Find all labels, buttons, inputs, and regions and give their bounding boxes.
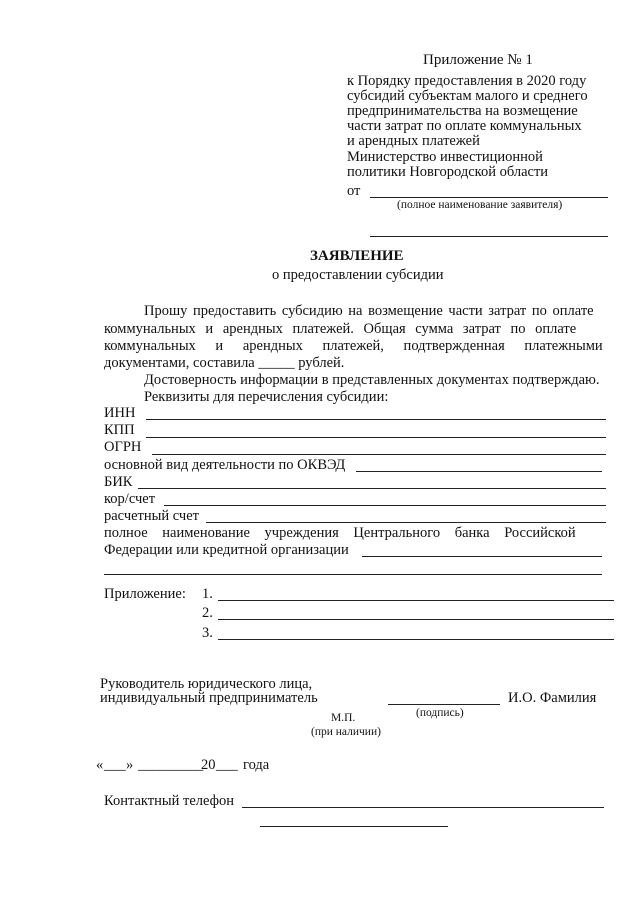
bank-name-field-2[interactable] [104, 574, 602, 575]
date-close-quote: » [126, 757, 134, 773]
bank-name-label-line-1: полное наименование учреждения Центрального банка Российской [104, 525, 576, 541]
paragraph-1-line-4: документами, составила _____ рублей. [104, 355, 345, 371]
appendix-line-4: части затрат по оплате коммунальных [347, 118, 582, 134]
date-suffix: года [243, 757, 270, 773]
appendix-line-3: предпринимательства на возмещение [347, 103, 578, 119]
okved-label: основной вид деятельности по ОКВЭД [104, 457, 346, 473]
contact-phone-label: Контактный телефон [104, 793, 235, 809]
paragraph-3: Реквизиты для перечисления субсидии: [144, 389, 389, 405]
bank-name-label-line-2: Федерации или кредитной организации [104, 542, 349, 558]
signature-caption: (подпись) [416, 707, 464, 719]
corr-account-field[interactable] [164, 505, 606, 506]
signer-role-line-2: индивидуальный предприниматель [100, 690, 318, 706]
ogrn-label: ОГРН [104, 439, 142, 455]
corr-account-label: кор/счет [104, 491, 156, 507]
appendix-line-2: субсидий субъектам малого и среднего [347, 88, 588, 104]
document-subtitle: о предоставлении субсидии [272, 267, 444, 283]
ogrn-field[interactable] [152, 454, 606, 455]
bik-field[interactable] [138, 488, 606, 489]
applicant-name-line[interactable] [370, 197, 608, 198]
appendix-line-1: к Порядку предоставления в 2020 году [347, 73, 587, 89]
inn-field[interactable] [146, 419, 606, 420]
date-year-field[interactable]: ___ [216, 757, 238, 773]
attachment-field-2[interactable] [218, 619, 614, 620]
paragraph-2: Достоверность информации в представленных документах подтверждаю. [144, 372, 600, 388]
signer-name: И.О. Фамилия [508, 690, 597, 706]
document-title: ЗАЯВЛЕНИЕ [310, 248, 404, 264]
signer-role-line-1: Руководитель юридического лица, [100, 676, 313, 692]
date-month-field[interactable]: _________ [138, 757, 204, 773]
bik-label: БИК [104, 474, 133, 490]
current-account-label: расчетный счет [104, 508, 199, 524]
appendix-title: Приложение № 1 [423, 52, 533, 68]
ministry-line-2: политики Новгородской области [347, 164, 549, 180]
okved-field[interactable] [356, 471, 602, 472]
date-open-quote: « [96, 757, 104, 773]
attachments-label: Приложение: [104, 586, 186, 602]
attachment-num-3: 3. [202, 625, 213, 641]
paragraph-1-line-2: коммунальных и арендных платежей. Общая сумма затрат по оплате [104, 321, 577, 337]
kpp-label: КПП [104, 422, 135, 438]
signature-line[interactable] [388, 704, 500, 705]
closing-rule [260, 826, 448, 827]
applicant-caption: (полное наименование заявителя) [397, 199, 563, 211]
stamp-note: (при наличии) [311, 726, 381, 738]
from-label: от [347, 183, 361, 199]
stamp-label: М.П. [331, 712, 356, 724]
kpp-field[interactable] [146, 437, 606, 438]
attachment-num-2: 2. [202, 605, 213, 621]
current-account-field[interactable] [206, 522, 606, 523]
appendix-line-5: и арендных платежей [347, 133, 480, 149]
attachment-field-1[interactable] [218, 600, 614, 601]
attachment-field-3[interactable] [218, 639, 614, 640]
bank-name-field[interactable] [362, 556, 602, 557]
attachment-num-1: 1. [202, 586, 213, 602]
paragraph-1-line-1: Прошу предоставить субсидию на возмещение части затрат по оплате [144, 303, 594, 319]
inn-label: ИНН [104, 405, 136, 421]
date-year-prefix: 20 [201, 757, 216, 773]
ministry-line-1: Министерство инвестиционной [347, 149, 543, 165]
contact-phone-field[interactable] [242, 807, 604, 808]
date-day-field[interactable]: ___ [104, 757, 126, 773]
applicant-name-line-2[interactable] [370, 236, 608, 237]
paragraph-1-line-3: коммунальных и арендных платежей, подтвержденная платежными [104, 338, 603, 354]
